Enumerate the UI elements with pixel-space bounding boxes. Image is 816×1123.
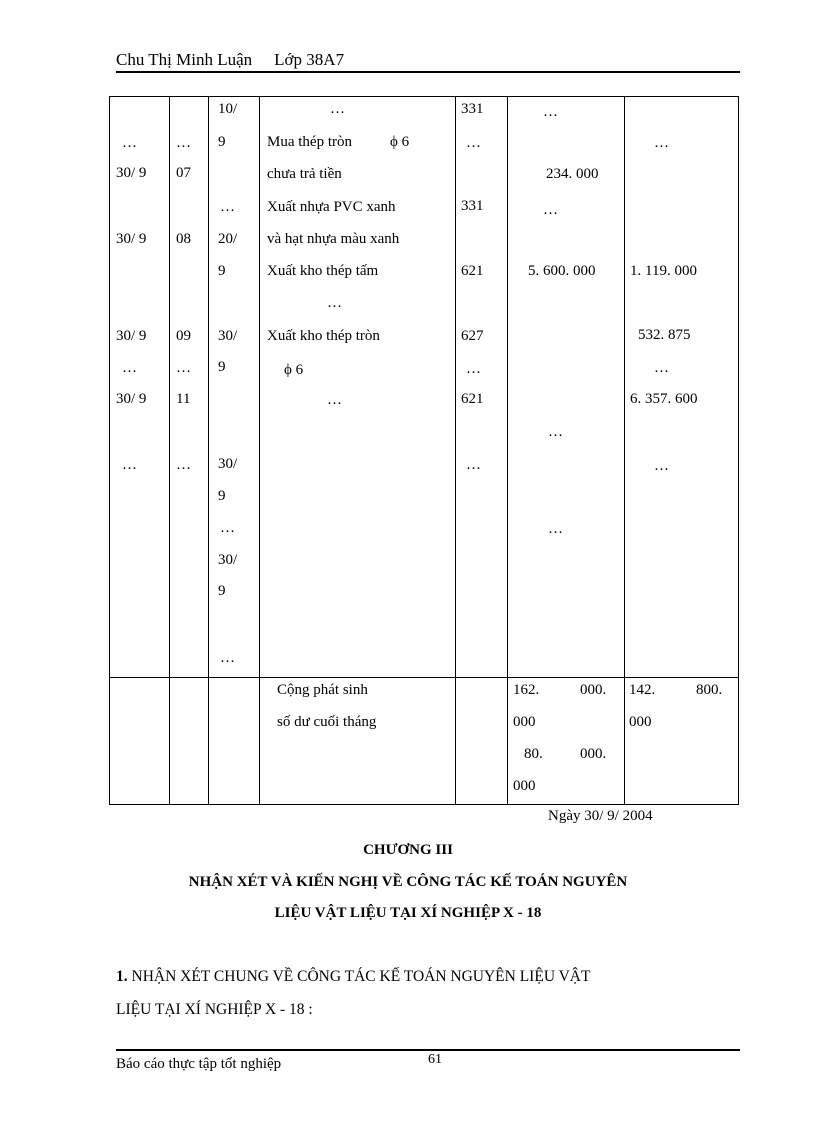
cell-col3: 9 [218,488,226,504]
cell-col4: Xuất nhựa PVC xanh [267,199,396,215]
cell-col1: 30/ 9 [116,328,147,344]
cell-col4: Xuất kho thép tròn [267,328,380,344]
cell-col5: … [466,457,481,473]
cell-col6: 234. 000 [546,166,599,182]
chapter-title-line1: NHẬN XÉT VÀ KIẾN NGHỊ VỀ CÔNG TÁC KẾ TOÁN NGUYÊN [188,874,628,890]
cell-col6: 5. 600. 000 [528,263,596,279]
cell-col3: 9 [218,134,226,150]
document-date: Ngày 30/ 9/ 2004 [548,808,653,824]
chapter-number: CHƯƠNG III [363,842,453,858]
page-header [116,50,344,70]
cell-col2: … [176,457,191,473]
cell-col7: 1. 119. 000 [630,263,697,279]
cell-col4: Mua thép tròn [267,134,352,150]
cell-col7: … [654,458,669,474]
page-number: 61 [428,1052,442,1067]
section-heading-line1 [116,968,732,986]
balance-col6: 000. [580,746,607,762]
cell-col1: 30/ 9 [116,391,147,407]
section-heading-line2: LIỆU TẠI XÍ NGHIỆP X - 18 : [116,1001,313,1018]
cell-col2: … [176,360,191,376]
cell-col3: 9 [218,359,226,375]
cell-col2: 07 [176,165,191,181]
cell-col2: … [176,135,191,151]
col-divider [507,97,508,804]
cell-col3: 30/ [218,552,238,568]
section-title-part1: NHẬN XÉT CHUNG VỀ CÔNG TÁC KẾ TOÁN NGUYÊN LIỆU VẬT [131,968,591,985]
cell-col4: chưa trả tiền [267,166,342,182]
cell-col3: 20/ [218,231,238,247]
balance-col6: 000 [513,778,536,794]
footer-rule [116,1049,740,1051]
cell-col6: … [548,424,563,440]
balance-label: số dư cuối tháng [277,714,377,730]
total-col7: 800. [696,682,723,698]
cell-col3: 9 [218,583,226,599]
cell-col7: 6. 357. 600 [630,391,698,407]
cell-col3: 30/ [218,456,238,472]
total-col7: 000 [629,714,652,730]
cell-col2: 09 [176,328,191,344]
header-rule [116,71,740,73]
col-divider [169,97,170,804]
cell-col6: … [543,104,558,120]
cell-col3: … [220,199,235,215]
balance-col6: 80. [524,746,543,762]
total-col6: 000. [580,682,607,698]
col-divider [455,97,456,804]
row-divider [110,677,738,678]
col-divider [208,97,209,804]
header-author: Chu Thị Minh Luận [116,50,253,69]
footer-report-title: Báo cáo thực tập tốt nghiệp [116,1056,282,1072]
cell-col6: … [543,202,558,218]
total-label: Cộng phát sinh [277,682,368,698]
cell-col5: 621 [461,263,484,279]
cell-col1: … [122,457,137,473]
cell-col3: 30/ [218,328,238,344]
col-divider [259,97,260,804]
cell-col4: và hạt nhựa màu xanh [267,231,400,247]
cell-col1: 30/ 9 [116,231,147,247]
cell-col1: 30/ 9 [116,165,147,181]
cell-col5: … [466,135,481,151]
cell-col1: … [122,135,137,151]
cell-col4: … [327,392,342,408]
cell-col7: 532. 875 [638,327,691,343]
cell-col5: 621 [461,391,484,407]
cell-col3: … [220,520,235,536]
cell-col4: … [330,101,345,117]
chapter-title-line2: LIỆU VẬT LIỆU TẠI XÍ NGHIỆP X - 18 [274,905,542,921]
cell-col7: … [654,135,669,151]
cell-col3: … [220,650,235,666]
cell-col1: … [122,360,137,376]
cell-col5: 331 [461,101,484,117]
cell-col5: 627 [461,328,484,344]
cell-col4: ϕ 6 [284,362,304,378]
cell-col7: … [654,360,669,376]
cell-col4: ϕ 6 [390,134,410,150]
cell-col4: … [327,295,342,311]
cell-col6: … [548,521,563,537]
cell-col3: 10/ [218,101,238,117]
total-col6: 000 [513,714,536,730]
col-divider [624,97,625,804]
section-number: 1. [116,968,128,985]
cell-col4: Xuất kho thép tấm [267,263,379,279]
cell-col5: … [466,361,481,377]
cell-col5: 331 [461,198,484,214]
total-col7: 142. [629,682,656,698]
total-col6: 162. [513,682,540,698]
header-class: Lớp 38A7 [274,50,345,69]
ledger-table [109,96,739,805]
cell-col3: 9 [218,263,226,279]
cell-col2: 11 [176,391,191,407]
cell-col2: 08 [176,231,191,247]
